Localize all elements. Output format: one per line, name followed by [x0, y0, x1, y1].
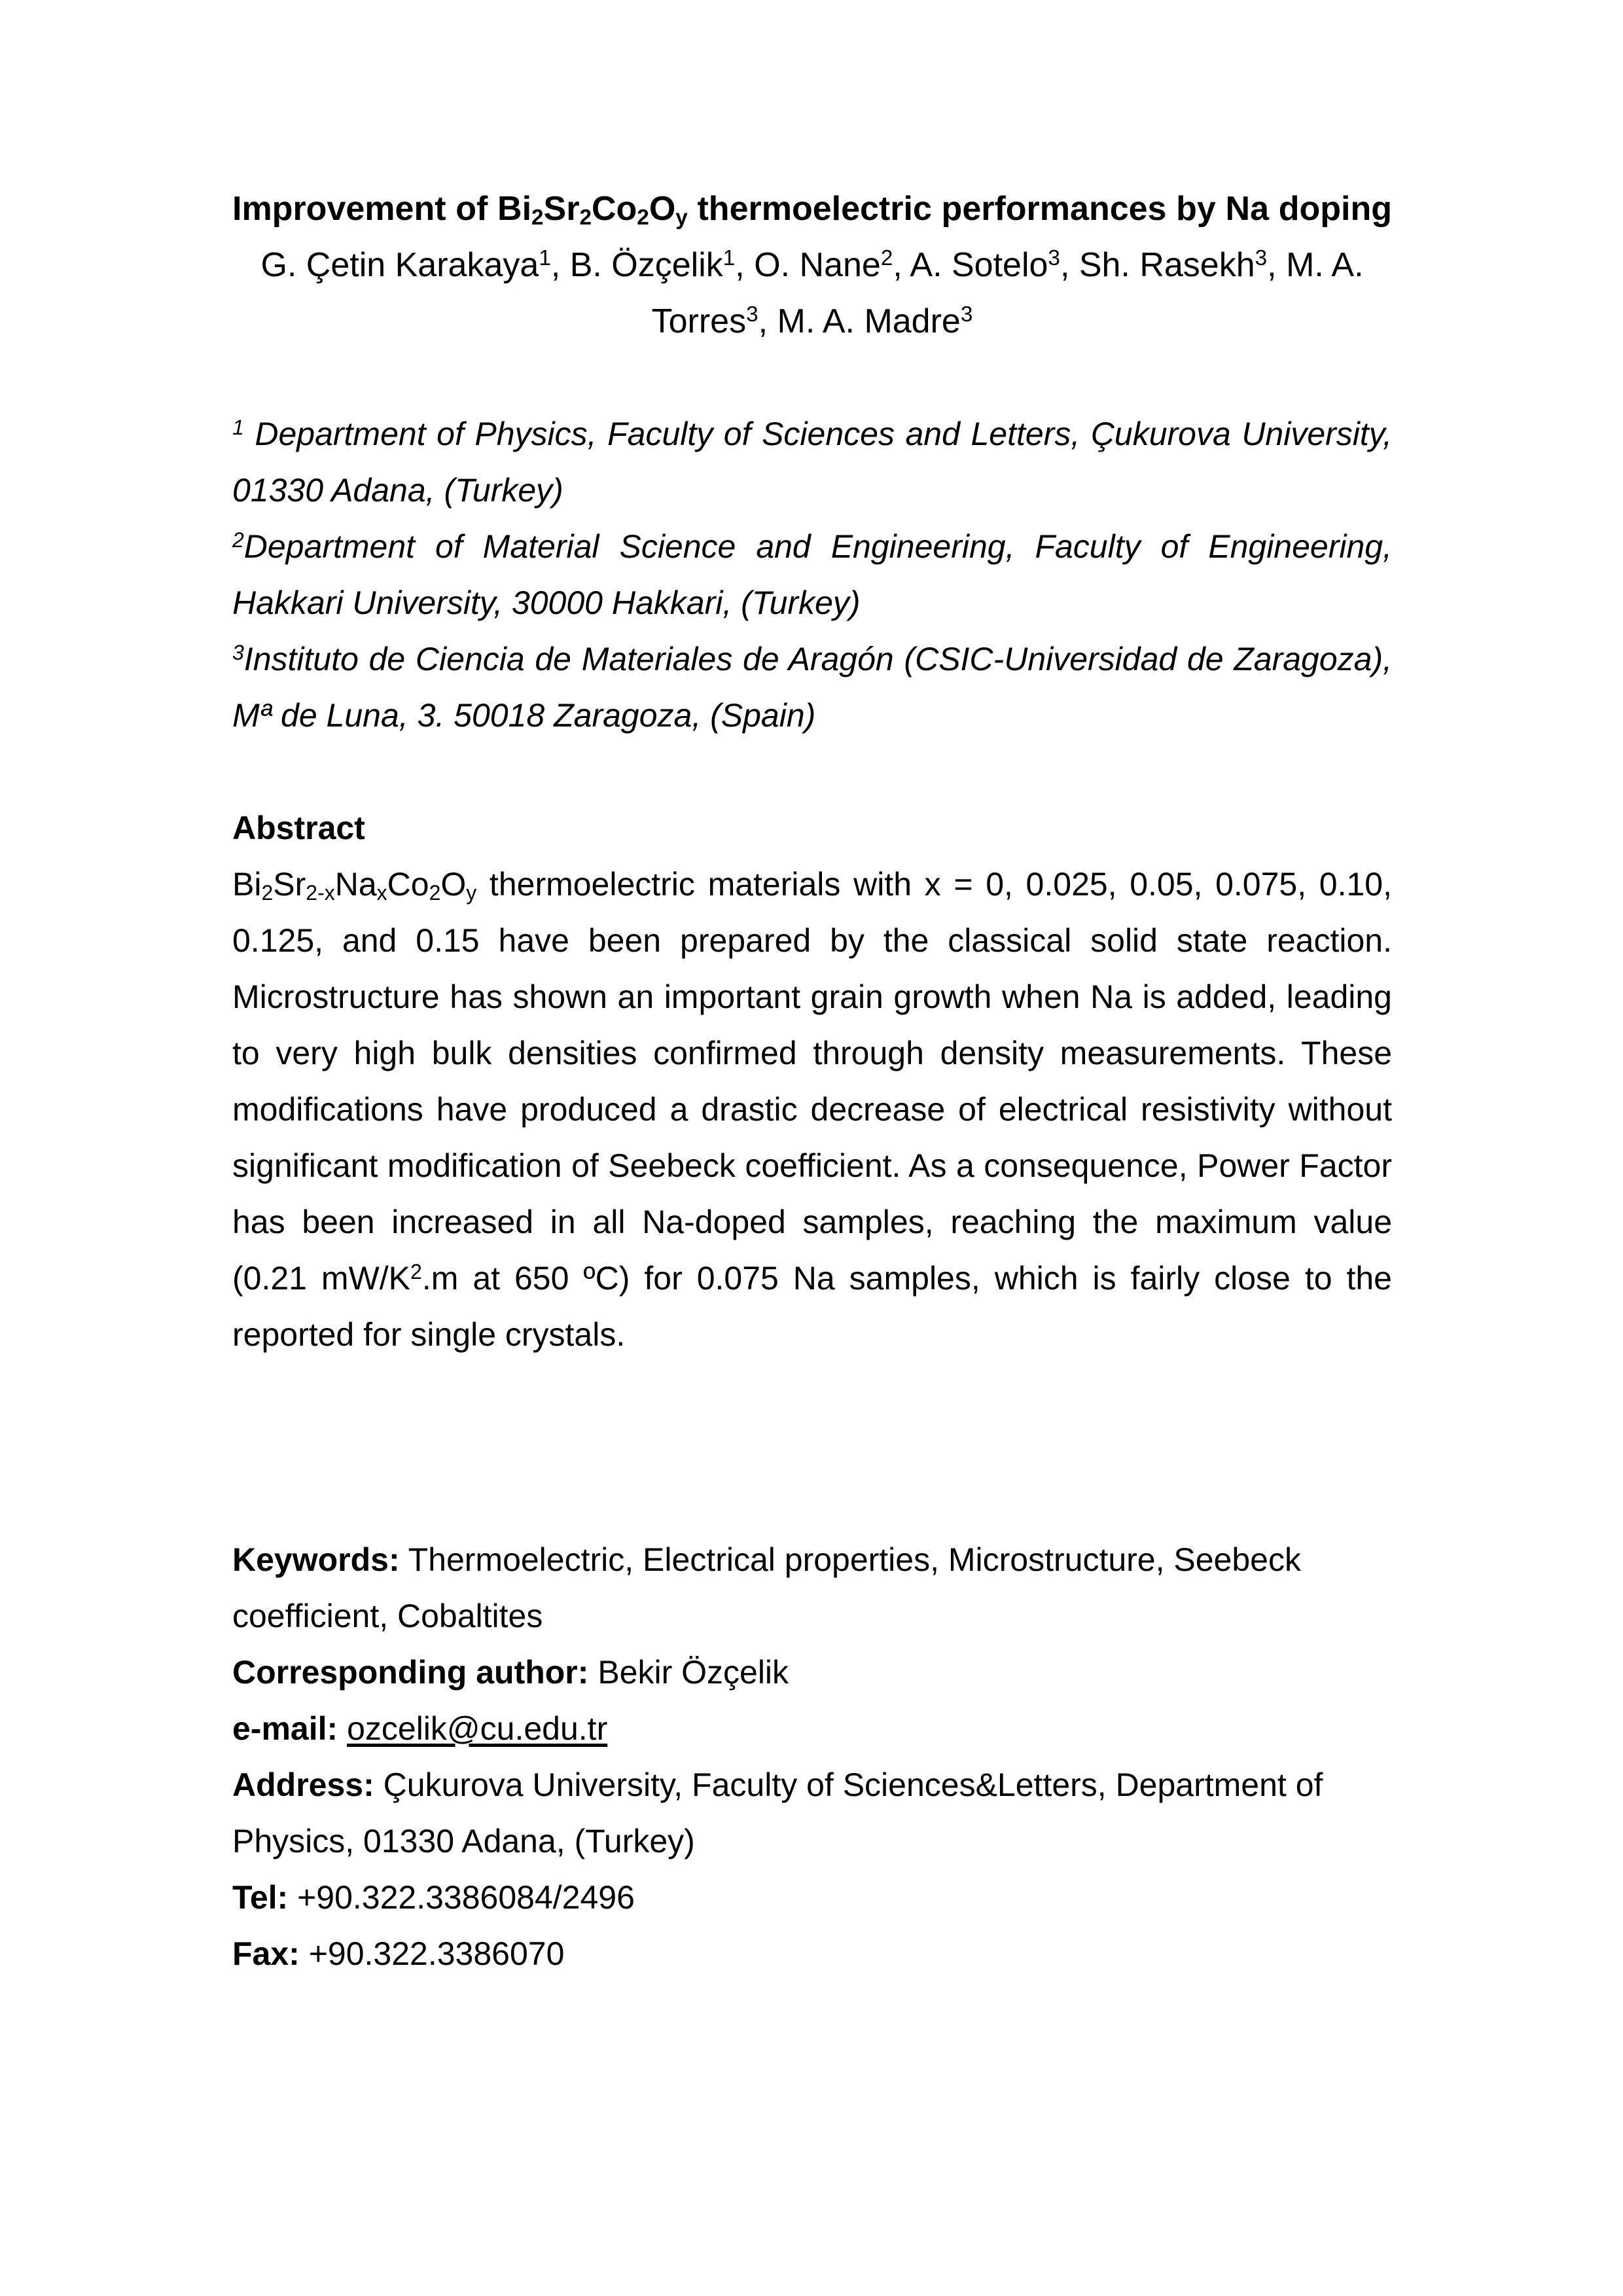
text-segment: y — [466, 881, 477, 905]
text-segment: , M. A. Madre — [758, 302, 961, 340]
text-segment: , B. Özçelik — [550, 246, 723, 284]
text-segment: 3 — [960, 302, 973, 327]
text-segment: 2 — [637, 206, 649, 230]
text-segment: O — [649, 190, 676, 228]
affiliation-3-line-2 — [232, 687, 1392, 744]
text-segment: 2 — [579, 206, 592, 230]
text-segment: has been increased in all Na-doped samples, reaching the maximum value — [232, 1204, 1392, 1240]
text-segment: +90.322.3386084/2496 — [288, 1879, 635, 1916]
text-segment: Mª de Luna, 3. 50018 Zaragoza, (Spain) — [232, 697, 816, 734]
affiliation-2-line-1 — [232, 518, 1392, 575]
abstract-line-8 — [232, 1250, 1392, 1306]
text-segment: , Sh. Rasekh — [1060, 246, 1255, 284]
affiliation-1-line-1 — [232, 406, 1392, 462]
text-segment: 3 — [1048, 246, 1060, 271]
text-segment: 2 — [232, 528, 244, 552]
email-line — [232, 1700, 1392, 1757]
text-segment: 01330 Adana, (Turkey) — [232, 472, 563, 509]
text-segment: Corresponding author: — [232, 1654, 589, 1691]
text-segment: Department of Material Science and Engineering, Faculty of Engineering, — [243, 528, 1392, 565]
paper-title — [232, 181, 1392, 237]
text-segment: 2 — [531, 206, 544, 230]
text-segment: 1 — [722, 246, 736, 271]
text-segment: 3 — [746, 302, 758, 327]
text-segment: 0.125, and 0.15 have been prepared by the classical solid state reaction. — [232, 922, 1392, 959]
text-segment: Address: — [232, 1767, 374, 1803]
text-segment: 3 — [1255, 246, 1268, 271]
text-segment: Tel: — [232, 1879, 289, 1916]
keywords-line-2 — [232, 1588, 1392, 1644]
text-segment: 2 — [261, 881, 274, 905]
affiliation-2-line-2 — [232, 575, 1392, 631]
text-segment: Bi — [232, 866, 262, 903]
text-segment: Sr — [543, 190, 580, 228]
text-segment: 2 — [429, 881, 441, 905]
text-segment: Sr — [273, 866, 306, 903]
text-segment: to very high bulk densities confirmed through density measurements. These — [232, 1035, 1392, 1071]
text-segment: .m at 650 ºC) for 0.075 Na samples, which is fairly close to the — [421, 1260, 1392, 1297]
text-segment: Keywords: — [232, 1541, 400, 1578]
text-segment: Na — [334, 866, 377, 903]
text-segment: 1 — [232, 416, 244, 439]
text-segment: Co — [387, 866, 429, 903]
text-segment: 2-x — [306, 881, 335, 905]
text-segment: +90.322.3386070 — [299, 1935, 565, 1972]
abstract-line-3 — [232, 969, 1392, 1025]
affiliations-block — [232, 406, 1392, 744]
text-segment: Microstructure has shown an important grain growth when Na is added, leading — [232, 978, 1392, 1015]
text-segment: Torres — [651, 302, 747, 340]
text-segment: Co — [591, 190, 637, 228]
title-block — [232, 181, 1392, 350]
affiliation-3-line-1 — [232, 631, 1392, 687]
keywords-line-1 — [232, 1532, 1392, 1588]
text-segment: , A. Sotelo — [893, 246, 1048, 284]
text-segment: 2 — [880, 246, 893, 271]
text-segment: Department of Physics, Faculty of Sciences and Letters, Çukurova University, — [243, 416, 1392, 452]
text-segment: 3 — [232, 641, 244, 664]
abstract-line-7 — [232, 1194, 1392, 1250]
text-segment: , M. A. — [1267, 246, 1364, 284]
text-segment: Instituto de Ciencia de Materiales de Aragón (CSIC-Universidad de Zaragoza), — [243, 641, 1392, 677]
text-segment: x — [376, 881, 387, 905]
text-segment: Thermoelectric, Electrical properties, Microstructure, Seebeck — [399, 1541, 1301, 1578]
text-segment: Çukurova University, Faculty of Sciences&Letters, Department of — [374, 1767, 1323, 1803]
text-segment: significant modification of Seebeck coefficient. As a consequence, Power Factor — [232, 1147, 1392, 1184]
text-segment: 1 — [539, 246, 551, 271]
text-segment: Bekir Özçelik — [588, 1654, 789, 1691]
tel-line — [232, 1869, 1392, 1926]
text-segment: Fax: — [232, 1935, 300, 1972]
abstract-heading: Abstract — [232, 810, 365, 846]
text-segment: O — [440, 866, 467, 903]
text-segment: thermoelectric materials with x = 0, 0.025, 0.05, 0.075, 0.10, — [476, 866, 1392, 903]
text-segment: 2 — [410, 1260, 422, 1283]
text-segment: , O. Nane — [735, 246, 881, 284]
fax-line — [232, 1926, 1392, 1982]
text-segment: modifications have produced a drastic decrease of electrical resistivity without — [232, 1091, 1392, 1128]
contact-block — [232, 1532, 1392, 1982]
abstract-block — [232, 800, 1392, 1363]
abstract-line-6 — [232, 1138, 1392, 1194]
text-segment: Hakkari University, 30000 Hakkari, (Turkey) — [232, 584, 861, 621]
text-segment: Physics, 01330 Adana, (Turkey) — [232, 1823, 695, 1859]
address-line-1 — [232, 1757, 1392, 1813]
text-segment: coefficient, Cobaltites — [232, 1598, 543, 1634]
text-segment: (0.21 mW/K — [232, 1260, 411, 1297]
text-segment: y — [675, 206, 688, 230]
text-segment: thermoelectric performances by Na doping — [687, 190, 1393, 228]
text-segment: G. Çetin Karakaya — [260, 246, 539, 284]
abstract-line-4 — [232, 1025, 1392, 1081]
affiliation-1-line-2 — [232, 462, 1392, 518]
abstract-line-1 — [232, 856, 1392, 912]
text-segment: e-mail: — [232, 1710, 338, 1747]
text-segment — [338, 1710, 347, 1747]
authors-line-1 — [232, 237, 1392, 293]
abstract-line-9 — [232, 1306, 1392, 1363]
authors-line-2 — [232, 293, 1392, 350]
address-line-2 — [232, 1813, 1392, 1869]
text-segment: Improvement of Bi — [232, 190, 532, 228]
corresponding-author-line — [232, 1644, 1392, 1700]
text-segment: reported for single crystals. — [232, 1316, 626, 1353]
abstract-line-2 — [232, 912, 1392, 969]
abstract-line-5 — [232, 1081, 1392, 1138]
email-link[interactable]: ozcelik@cu.edu.tr — [347, 1710, 608, 1747]
